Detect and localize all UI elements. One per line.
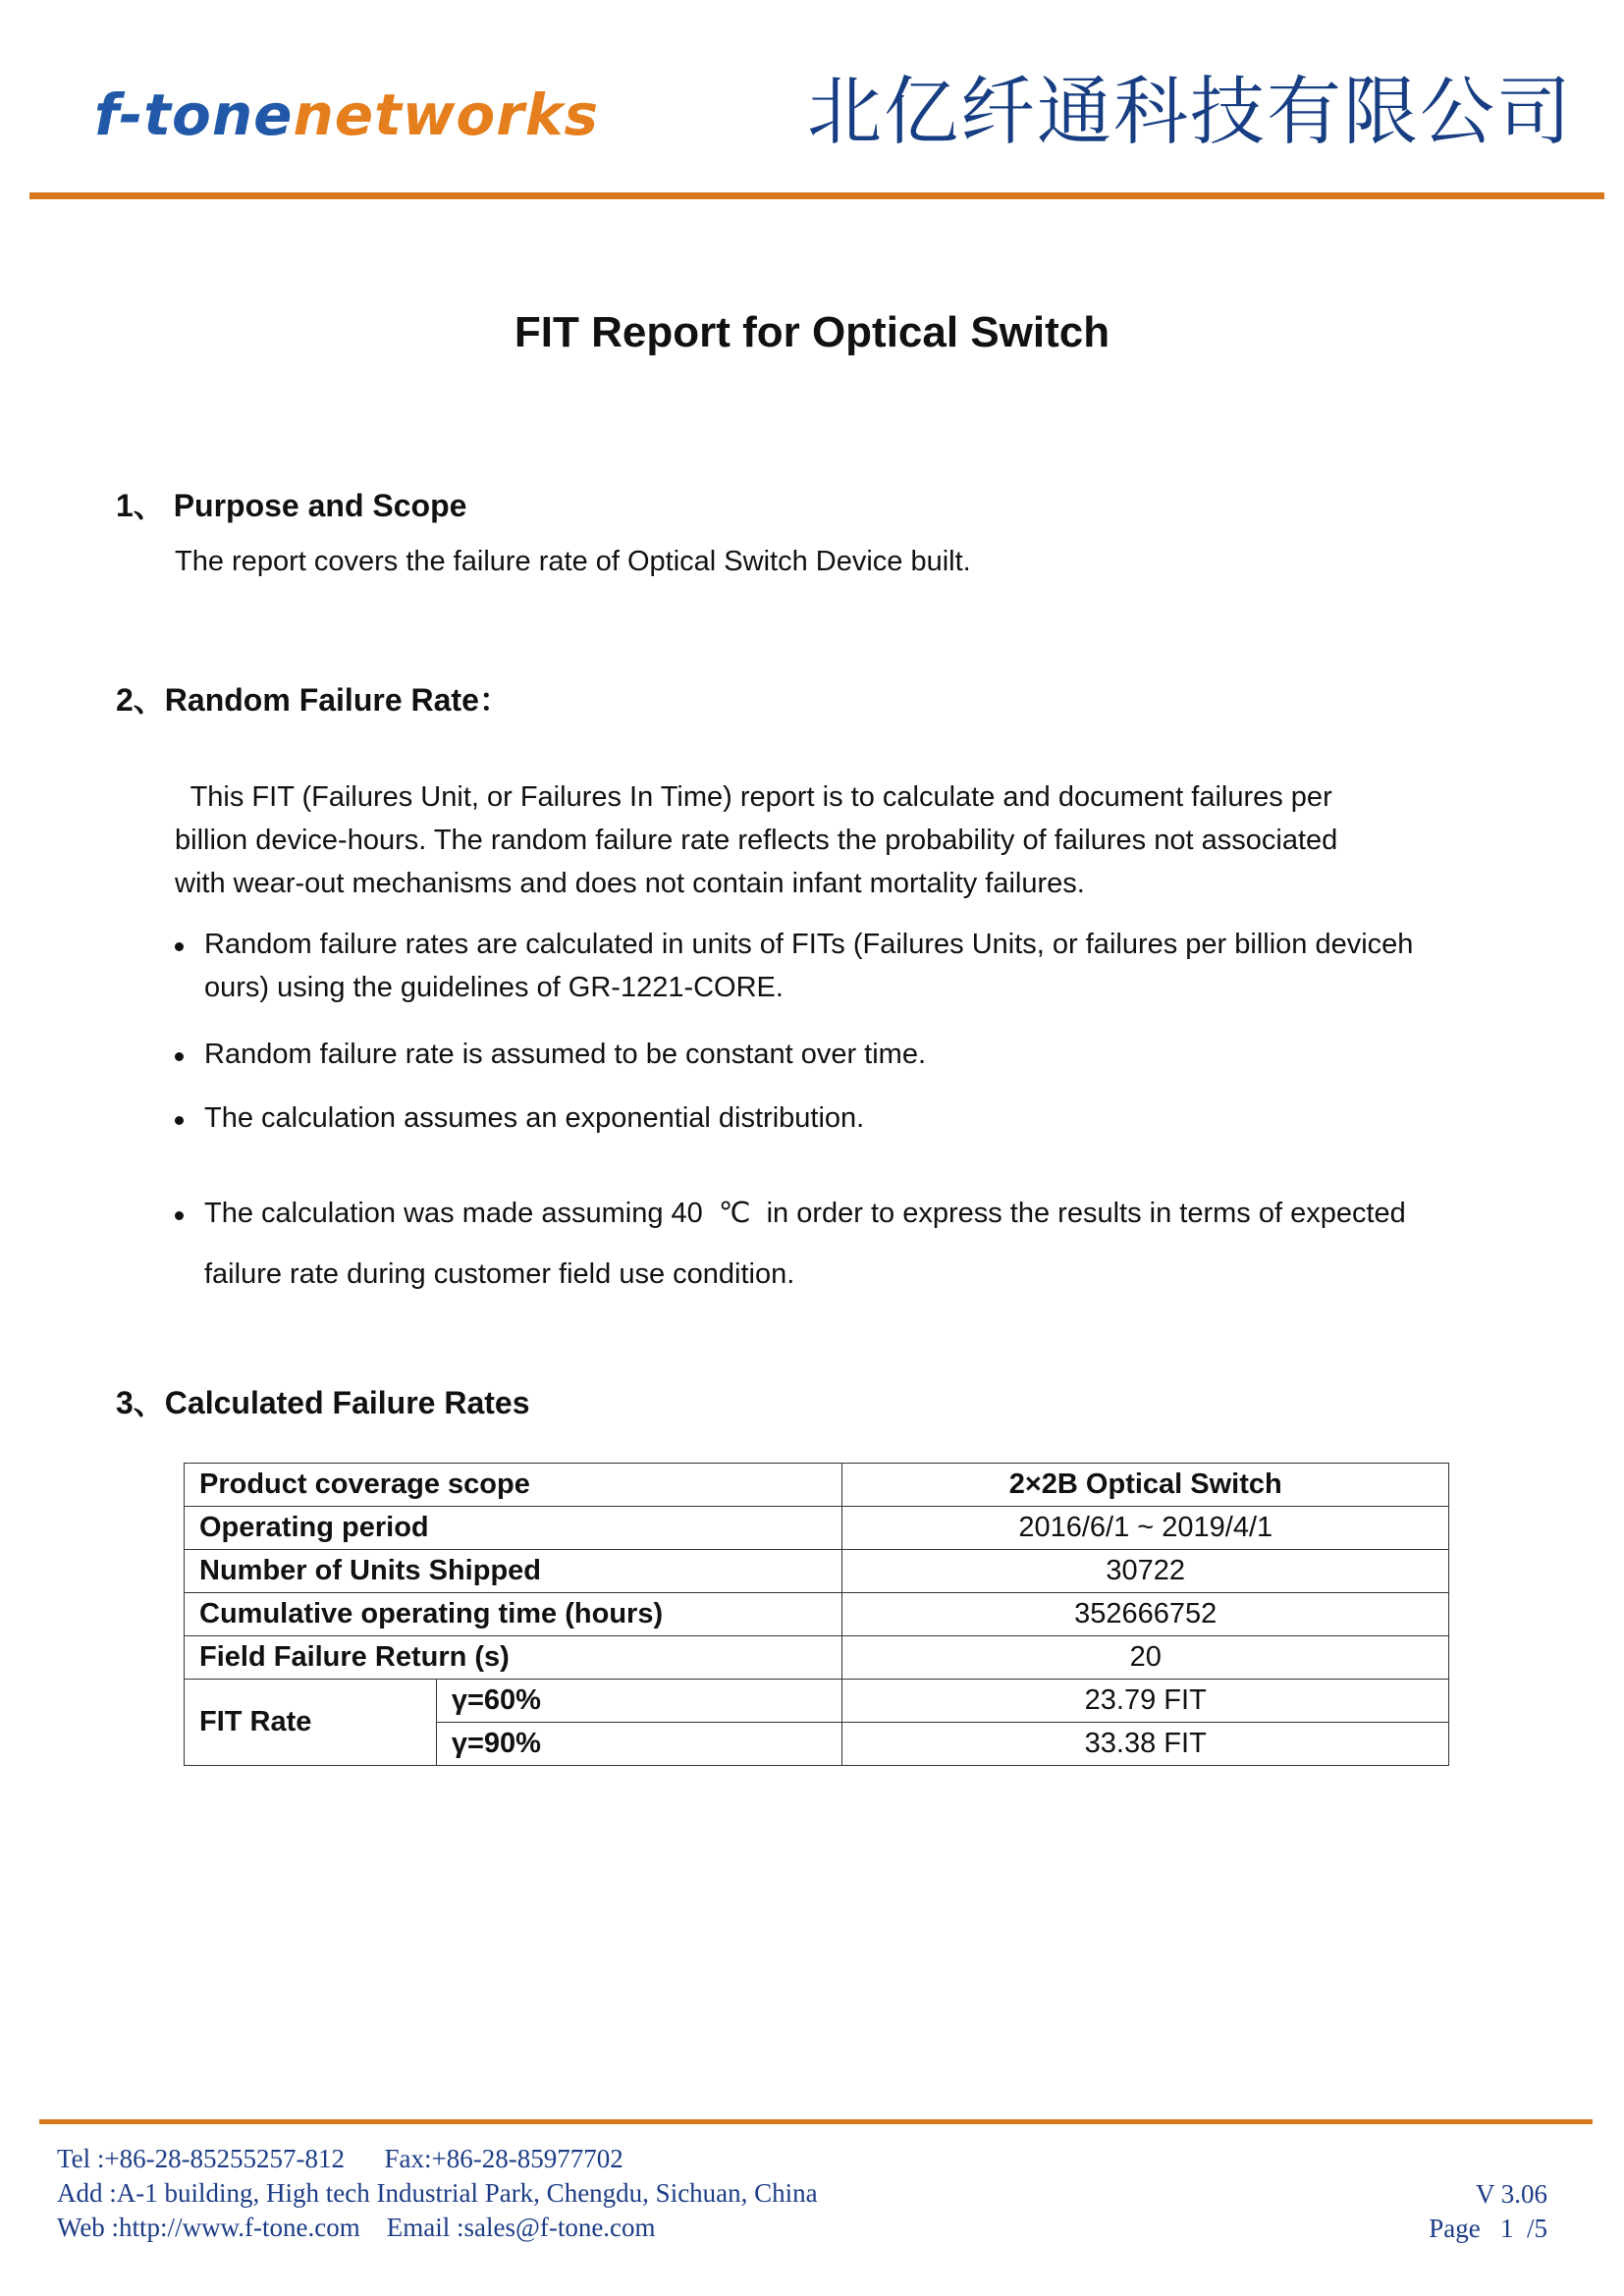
table-label-cell: Cumulative operating time (hours) bbox=[185, 1593, 842, 1636]
company-logo bbox=[94, 81, 599, 148]
fit-rate-label-cell: FIT Rate bbox=[185, 1680, 437, 1766]
footer-page-info bbox=[1429, 2177, 1547, 2246]
table-label-cell: Number of Units Shipped bbox=[185, 1550, 842, 1593]
footer-tel-fax: Tel :+86-28-85255257-812 Fax:+86-28-85977702 bbox=[57, 2144, 623, 2173]
bullet-text-continued: failure rate during customer field use condition. bbox=[204, 1258, 795, 1290]
bullet-dot-icon bbox=[175, 1052, 184, 1061]
gamma-label-cell: γ=90% bbox=[436, 1723, 842, 1766]
paragraph-line: This FIT (Failures Unit, or Failures In Time) report is to calculate and document failures per bbox=[175, 781, 1332, 813]
company-name-chinese: 北亿纤通科技有限公司 bbox=[807, 68, 1573, 155]
logo-text-networks: networks bbox=[293, 81, 599, 148]
section-2-paragraph bbox=[175, 775, 1337, 905]
footer-divider bbox=[39, 2119, 1593, 2124]
table-value-cell: 30722 bbox=[842, 1550, 1449, 1593]
footer-version: V 3.06 bbox=[1475, 2179, 1547, 2209]
footer-web-email: Web :http://www.f-tone.com Email :sales@f-tone.com bbox=[57, 2213, 656, 2242]
bullet-item bbox=[175, 1033, 926, 1076]
table-value-cell: 2016/6/1 ~ 2019/4/1 bbox=[842, 1507, 1449, 1550]
gamma-label-cell: γ=60% bbox=[436, 1680, 842, 1723]
table-label-cell: Product coverage scope bbox=[185, 1464, 842, 1507]
page-header bbox=[0, 0, 1624, 206]
paragraph-line: billion device-hours. The random failure rate reflects the probability of failures not associated bbox=[175, 825, 1338, 856]
table-value-cell: 20 bbox=[842, 1636, 1449, 1680]
header-divider bbox=[29, 192, 1604, 199]
footer-page-number: Page 1 /5 bbox=[1429, 2214, 1547, 2243]
bullet-text: The calculation assumes an exponential distribution. bbox=[204, 1102, 865, 1134]
table-label-cell: Field Failure Return (s) bbox=[185, 1636, 842, 1680]
footer-contact bbox=[57, 2142, 818, 2245]
bullet-text-continued: ours) using the guidelines of GR-1221-CORE. bbox=[204, 972, 784, 1003]
table-row bbox=[185, 1464, 1449, 1507]
bullet-dot-icon bbox=[175, 1116, 184, 1125]
section-1-text: The report covers the failure rate of Optical Switch Device built. bbox=[175, 546, 971, 577]
failure-rate-table bbox=[184, 1463, 1449, 1766]
table-value-cell: 2×2B Optical Switch bbox=[842, 1464, 1449, 1507]
bullet-text: The calculation was made assuming 40 ℃ in order to express the results in terms of expected bbox=[204, 1198, 1406, 1229]
section-2-heading: 2、Random Failure Rate： bbox=[116, 682, 511, 718]
logo-text-ftone: f-tone bbox=[94, 81, 294, 148]
table-value-cell: 352666752 bbox=[842, 1593, 1449, 1636]
bullet-dot-icon bbox=[175, 1211, 184, 1220]
footer-address: Add :A-1 building, High tech Industrial Park, Chengdu, Sichuan, China bbox=[57, 2178, 818, 2208]
bullet-item bbox=[175, 1183, 1406, 1305]
table-row bbox=[185, 1507, 1449, 1550]
bullet-text: Random failure rates are calculated in units of FITs (Failures Units, or failures per billion deviceh bbox=[204, 929, 1414, 960]
bullet-dot-icon bbox=[175, 942, 184, 951]
table-label-cell: Operating period bbox=[185, 1507, 842, 1550]
paragraph-line: with wear-out mechanisms and does not contain infant mortality failures. bbox=[175, 868, 1085, 899]
bullet-item bbox=[175, 923, 1413, 1009]
section-3-heading: 3、Calculated Failure Rates bbox=[116, 1385, 530, 1420]
bullet-item bbox=[175, 1096, 864, 1140]
table-row bbox=[185, 1680, 1449, 1723]
table-row bbox=[185, 1636, 1449, 1680]
table-row bbox=[185, 1550, 1449, 1593]
fit-value-cell: 23.79 FIT bbox=[842, 1680, 1449, 1723]
section-1-heading: 1、 Purpose and Scope bbox=[116, 488, 467, 523]
table-row bbox=[185, 1593, 1449, 1636]
fit-value-cell: 33.38 FIT bbox=[842, 1723, 1449, 1766]
bullet-text: Random failure rate is assumed to be constant over time. bbox=[204, 1039, 927, 1070]
document-title: FIT Report for Optical Switch bbox=[514, 308, 1110, 356]
